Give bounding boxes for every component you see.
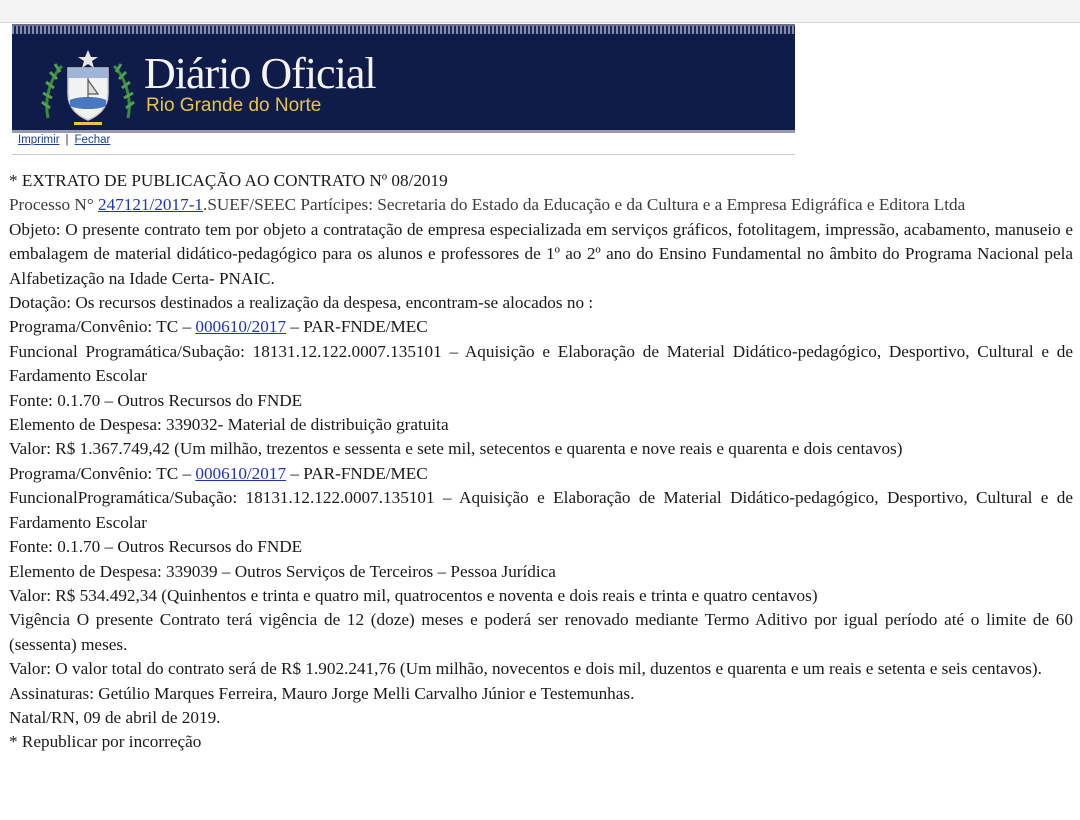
convenio-link-1[interactable]: 000610/2017: [195, 317, 287, 337]
document-body: [9, 169, 1073, 755]
browser-top-bar: [0, 0, 1080, 23]
objeto-paragraph: Objeto: O presente contrato tem por objeto a contratação de empresa especializada em serviços gráficos, fotolitagem, impressão, acabamento, manuseio e embalagem de material didático-pedagógico para os alunos e professores de 1º ao 2º ano do Ensino Fundamental no âmbito do Programa Nacional pela Alfabetização na Idade Certa- PNAIC.: [9, 219, 1073, 288]
elemento-line-1: Elemento de Despesa: 339032- Material de distribuição gratuita: [9, 415, 449, 435]
assinaturas-line: Assinaturas: Getúlio Marques Ferreira, Mauro Jorge Melli Carvalho Júnior e Testemunhas.: [9, 683, 635, 703]
diario-oficial-banner: [12, 24, 795, 133]
processo-prefix: Processo N°: [9, 195, 94, 215]
programa-line-2: [9, 462, 1073, 486]
programa-prefix: Programa/Convênio: TC –: [9, 463, 192, 483]
valor-line-2: Valor: R$ 534.492,34 (Quinhentos e trinta e quatro mil, quatrocentos e noventa e dois reais e trinta e quatro centavos): [9, 585, 818, 605]
close-link[interactable]: Fechar: [74, 134, 111, 146]
separator: |: [65, 134, 69, 146]
local-data-line: Natal/RN, 09 de abril de 2019.: [9, 707, 221, 727]
banner-subtitle: Rio Grande do Norte: [146, 95, 322, 116]
processo-paragraph: [9, 193, 1073, 217]
fonte-line-1: Fonte: 0.1.70 – Outros Recursos do FNDE: [9, 390, 303, 410]
dotacao-line: Dotação: Os recursos destinados a realização da despesa, encontram-se alocados no :: [9, 293, 594, 313]
banner-stripe: [12, 26, 795, 34]
funcional-paragraph-2: FuncionalProgramática/Subação: 18131.12.122.0007.135101 – Aquisição e Elaboração de Material Didático-pedagógico, Desportivo, Cultural e de Fardamento Escolar: [9, 488, 1073, 532]
fonte-line-2: Fonte: 0.1.70 – Outros Recursos do FNDE: [9, 537, 303, 557]
republicar-note: * Republicar por incorreção: [9, 732, 202, 752]
banner-title: Diário Oficial: [144, 49, 376, 98]
elemento-line-2: Elemento de Despesa: 339039 – Outros Serviços de Terceiros – Pessoa Jurídica: [9, 561, 556, 581]
valor-line-1: Valor: R$ 1.367.749,42 (Um milhão, trezentos e sessenta e sete mil, setecentos e quarenta e nove reais e quarenta e dois centavos): [9, 439, 903, 459]
document-heading: * EXTRATO DE PUBLICAÇÃO AO CONTRATO Nº 08/2019: [9, 171, 448, 190]
convenio-link-2[interactable]: 000610/2017: [195, 463, 287, 483]
header-divider: [12, 154, 795, 155]
action-links: [18, 134, 110, 146]
valor-total-paragraph: Valor: O valor total do contrato será de R$ 1.902.241,76 (Um milhão, novecentos e dois mil, duzentos e quarenta e um reais e setenta e seis centavos).: [9, 659, 1042, 679]
state-coat-of-arms-icon: [40, 48, 136, 126]
processo-suffix: .SUEF/SEEC Partícipes: Secretaria do Estado da Educação e da Cultura e a Empresa Edigráfica e Editora Ltda: [203, 195, 966, 215]
programa-suffix: – PAR-FNDE/MEC: [290, 317, 428, 337]
print-link[interactable]: Imprimir: [18, 134, 60, 146]
programa-line-1: [9, 315, 1073, 339]
programa-suffix: – PAR-FNDE/MEC: [290, 463, 428, 483]
funcional-paragraph-1: Funcional Programática/Subação: 18131.12.122.0007.135101 – Aquisição e Elaboração de Material Didático-pedagógico, Desportivo, Cultural e de Fardamento Escolar: [9, 341, 1073, 386]
processo-number-link[interactable]: 247121/2017-1: [97, 195, 204, 215]
programa-prefix: Programa/Convênio: TC –: [9, 317, 192, 337]
vigencia-paragraph: Vigência O presente Contrato terá vigência de 12 (doze) meses e poderá ser renovado mediante Termo Aditivo por igual período até o limite de 60 (sessenta) meses.: [9, 610, 1073, 654]
